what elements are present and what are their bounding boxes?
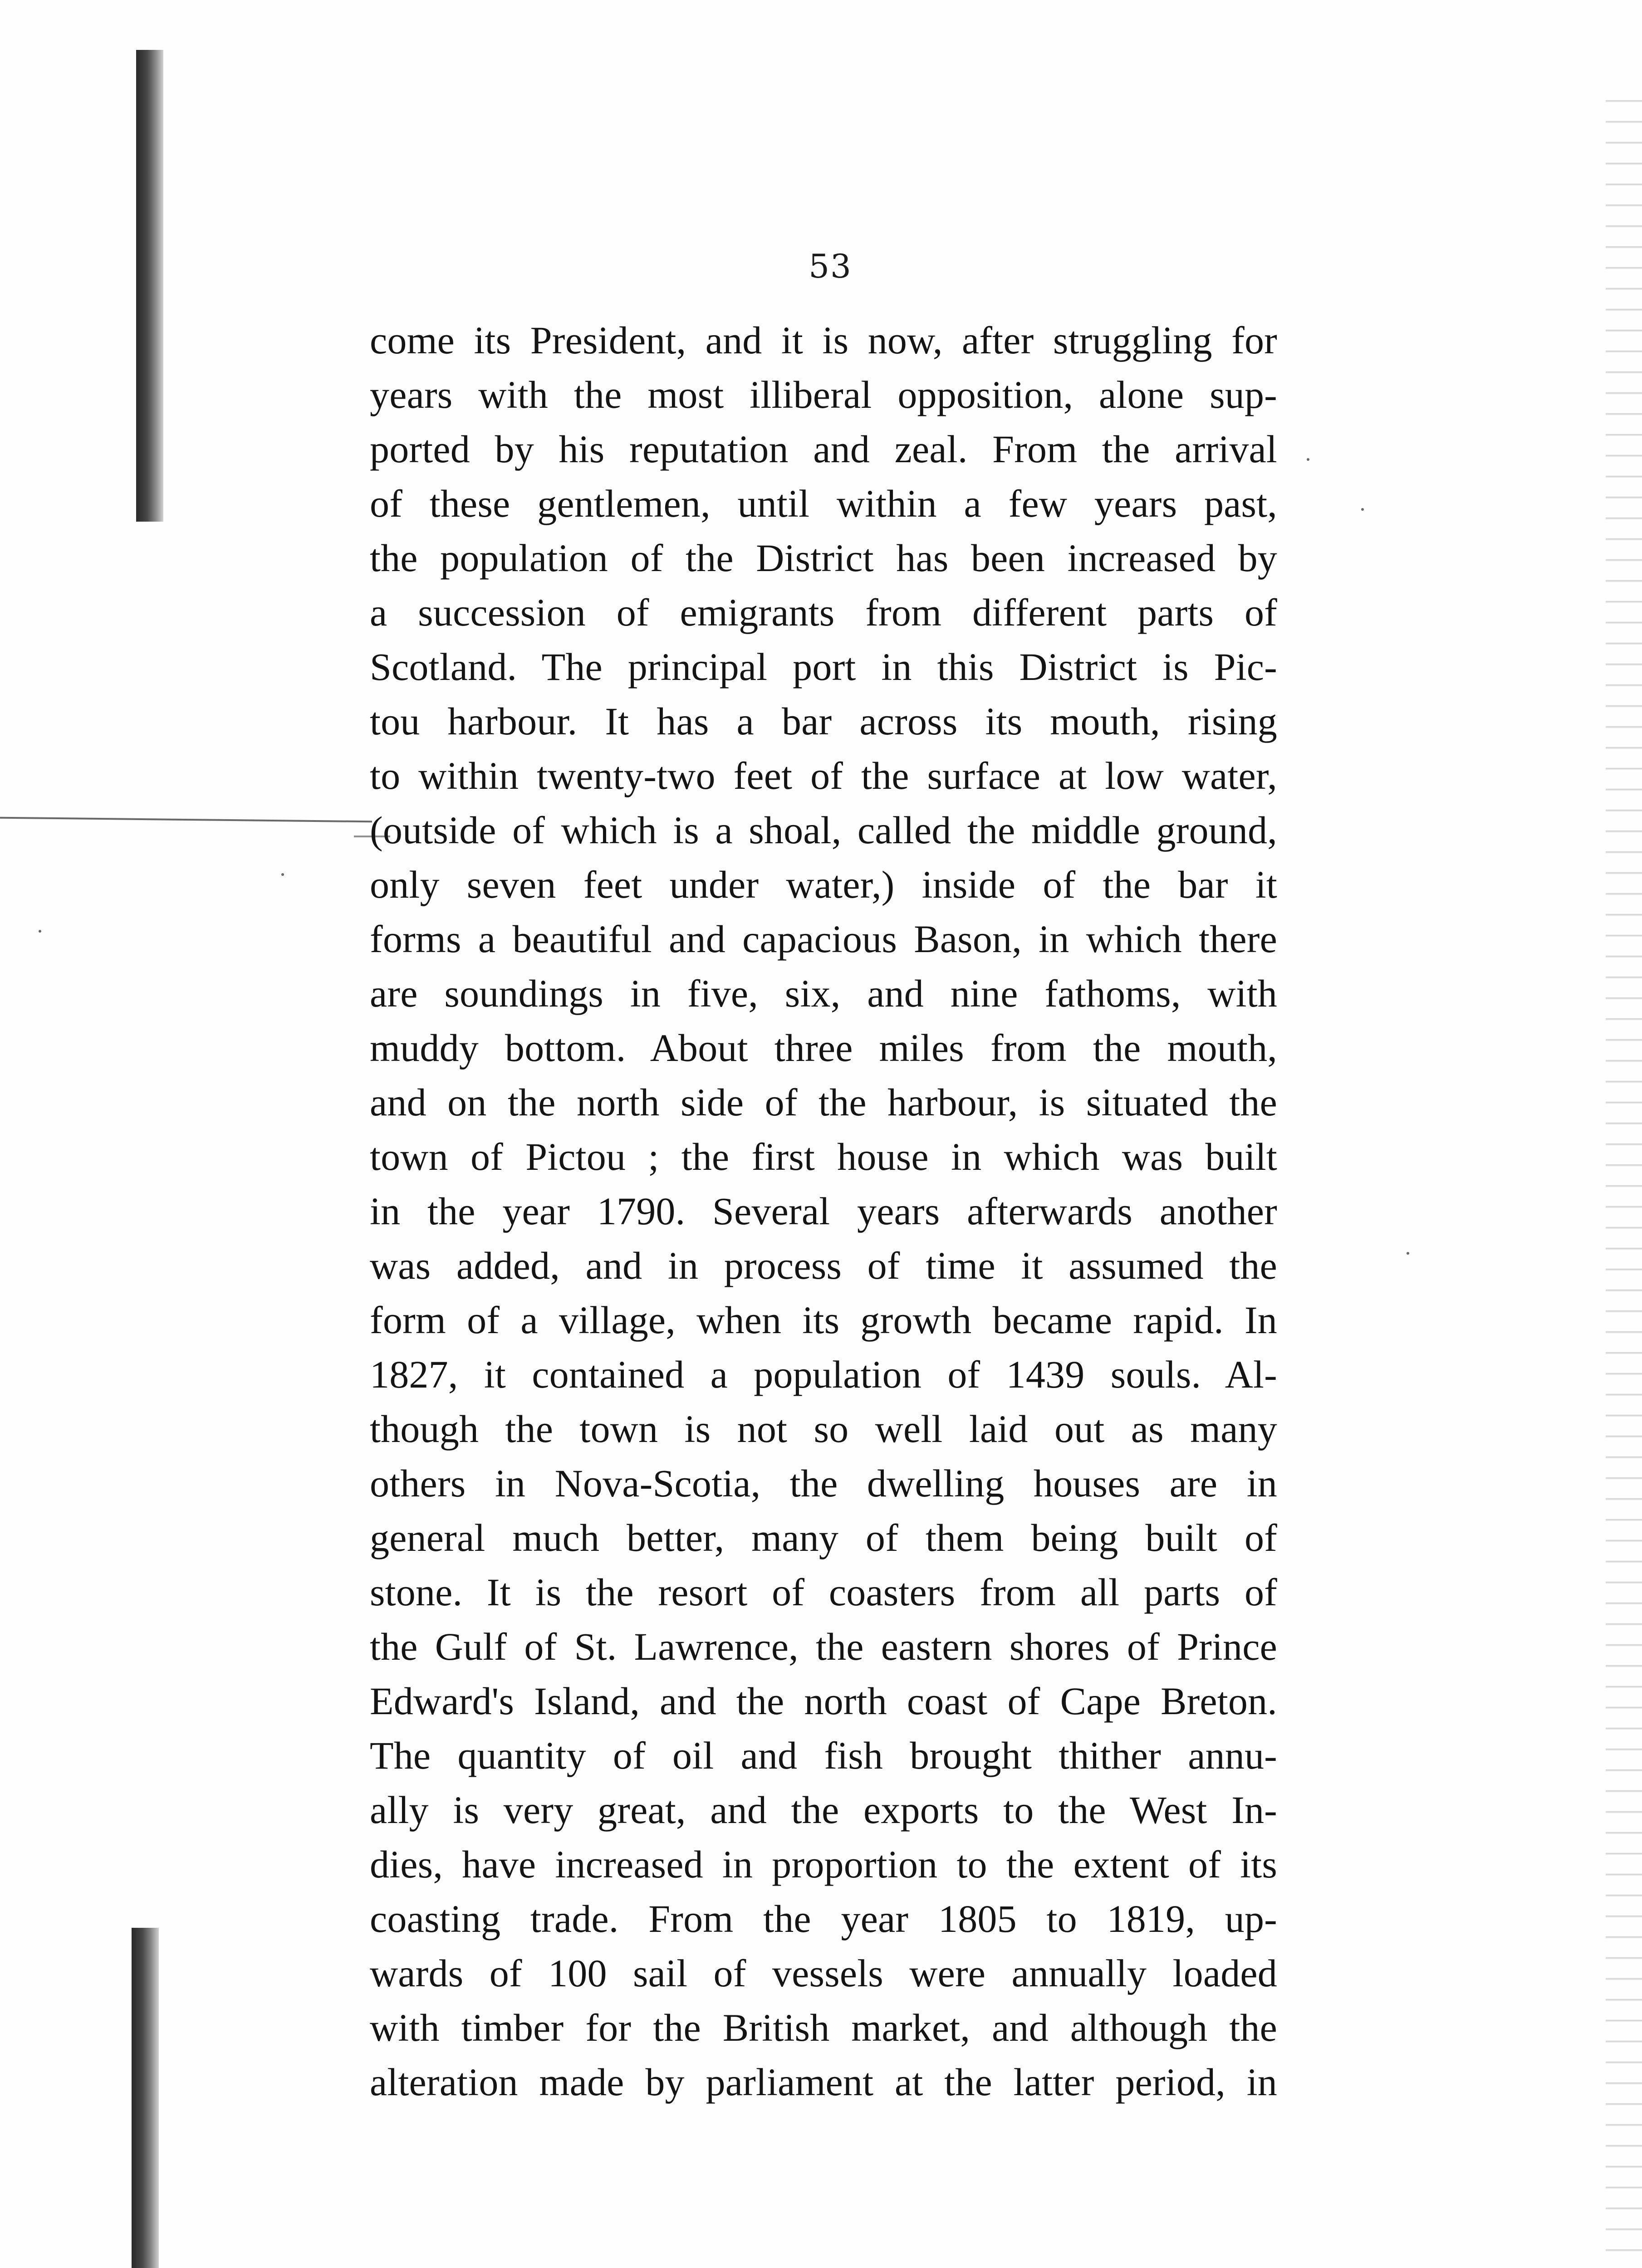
text-line: general much better, many of them being built of	[370, 1516, 1277, 1559]
scan-speck	[1307, 458, 1309, 461]
binding-shadow-top	[136, 50, 163, 522]
text-line: are soundings in five, six, and nine fathoms, with	[370, 972, 1277, 1015]
text-line: tou harbour. It has a bar across its mouth, rising	[370, 699, 1277, 743]
scan-mark-line	[0, 817, 372, 823]
scan-speck	[281, 873, 284, 876]
text-line: muddy bottom. About three miles from the mouth,	[370, 1026, 1277, 1070]
text-line: 1827, it contained a population of 1439 souls. Al-	[370, 1353, 1277, 1396]
text-line: alteration made by parliament at the latter period, in	[370, 2060, 1277, 2104]
text-line: Scotland. The principal port in this District is Pic-	[370, 645, 1277, 689]
body-text	[370, 313, 1277, 2109]
text-line: in the year 1790. Several years afterwards another	[370, 1189, 1277, 1233]
text-line: Edward's Island, and the north coast of Cape Breton.	[370, 1679, 1277, 1723]
text-line: to within twenty-two feet of the surface at low water,	[370, 754, 1277, 797]
text-line: (outside of which is a shoal, called the middle ground,	[370, 808, 1277, 852]
text-line: others in Nova-Scotia, the dwelling houses are in	[370, 1461, 1277, 1505]
text-line: form of a village, when its growth became rapid. In	[370, 1298, 1277, 1342]
text-line: dies, have increased in proportion to the extent of its	[370, 1843, 1277, 1886]
scan-speck	[1361, 508, 1364, 511]
scan-speck	[1407, 1252, 1409, 1255]
text-line: town of Pictou ; the first house in which was built	[370, 1135, 1277, 1178]
text-line: a succession of emigrants from different parts of	[370, 591, 1277, 634]
text-line: though the town is not so well laid out as many	[370, 1407, 1277, 1451]
text-line: and on the north side of the harbour, is situated the	[370, 1080, 1277, 1124]
page-number: 53	[809, 247, 852, 285]
text-line: was added, and in process of time it assumed the	[370, 1244, 1277, 1287]
text-line: stone. It is the resort of coasters from all parts of	[370, 1570, 1277, 1614]
text-line: ported by his reputation and zeal. From the arrival	[370, 427, 1277, 471]
text-line: coasting trade. From the year 1805 to 1819, up-	[370, 1897, 1277, 1941]
text-line: The quantity of oil and fish brought thither annu-	[370, 1734, 1277, 1777]
binding-shadow-bottom	[132, 1928, 159, 2268]
text-line: wards of 100 sail of vessels were annually loaded	[370, 1951, 1277, 1995]
text-line: the Gulf of St. Lawrence, the eastern shores of Prince	[370, 1625, 1277, 1668]
text-line: ally is very great, and the exports to the West In-	[370, 1788, 1277, 1832]
text-line: with timber for the British market, and although the	[370, 2006, 1277, 2049]
text-line: of these gentlemen, until within a few years past,	[370, 482, 1277, 525]
scan-speck	[39, 930, 41, 933]
text-line: forms a beautiful and capacious Bason, in which there	[370, 917, 1277, 961]
text-line: only seven feet under water,) inside of the bar it	[370, 863, 1277, 906]
scan-edge-noise	[1606, 82, 1642, 2268]
text-line: years with the most illiberal opposition, alone sup-	[370, 373, 1277, 416]
text-line: come its President, and it is now, after struggling for	[370, 318, 1277, 362]
text-line: the population of the District has been increased by	[370, 536, 1277, 580]
